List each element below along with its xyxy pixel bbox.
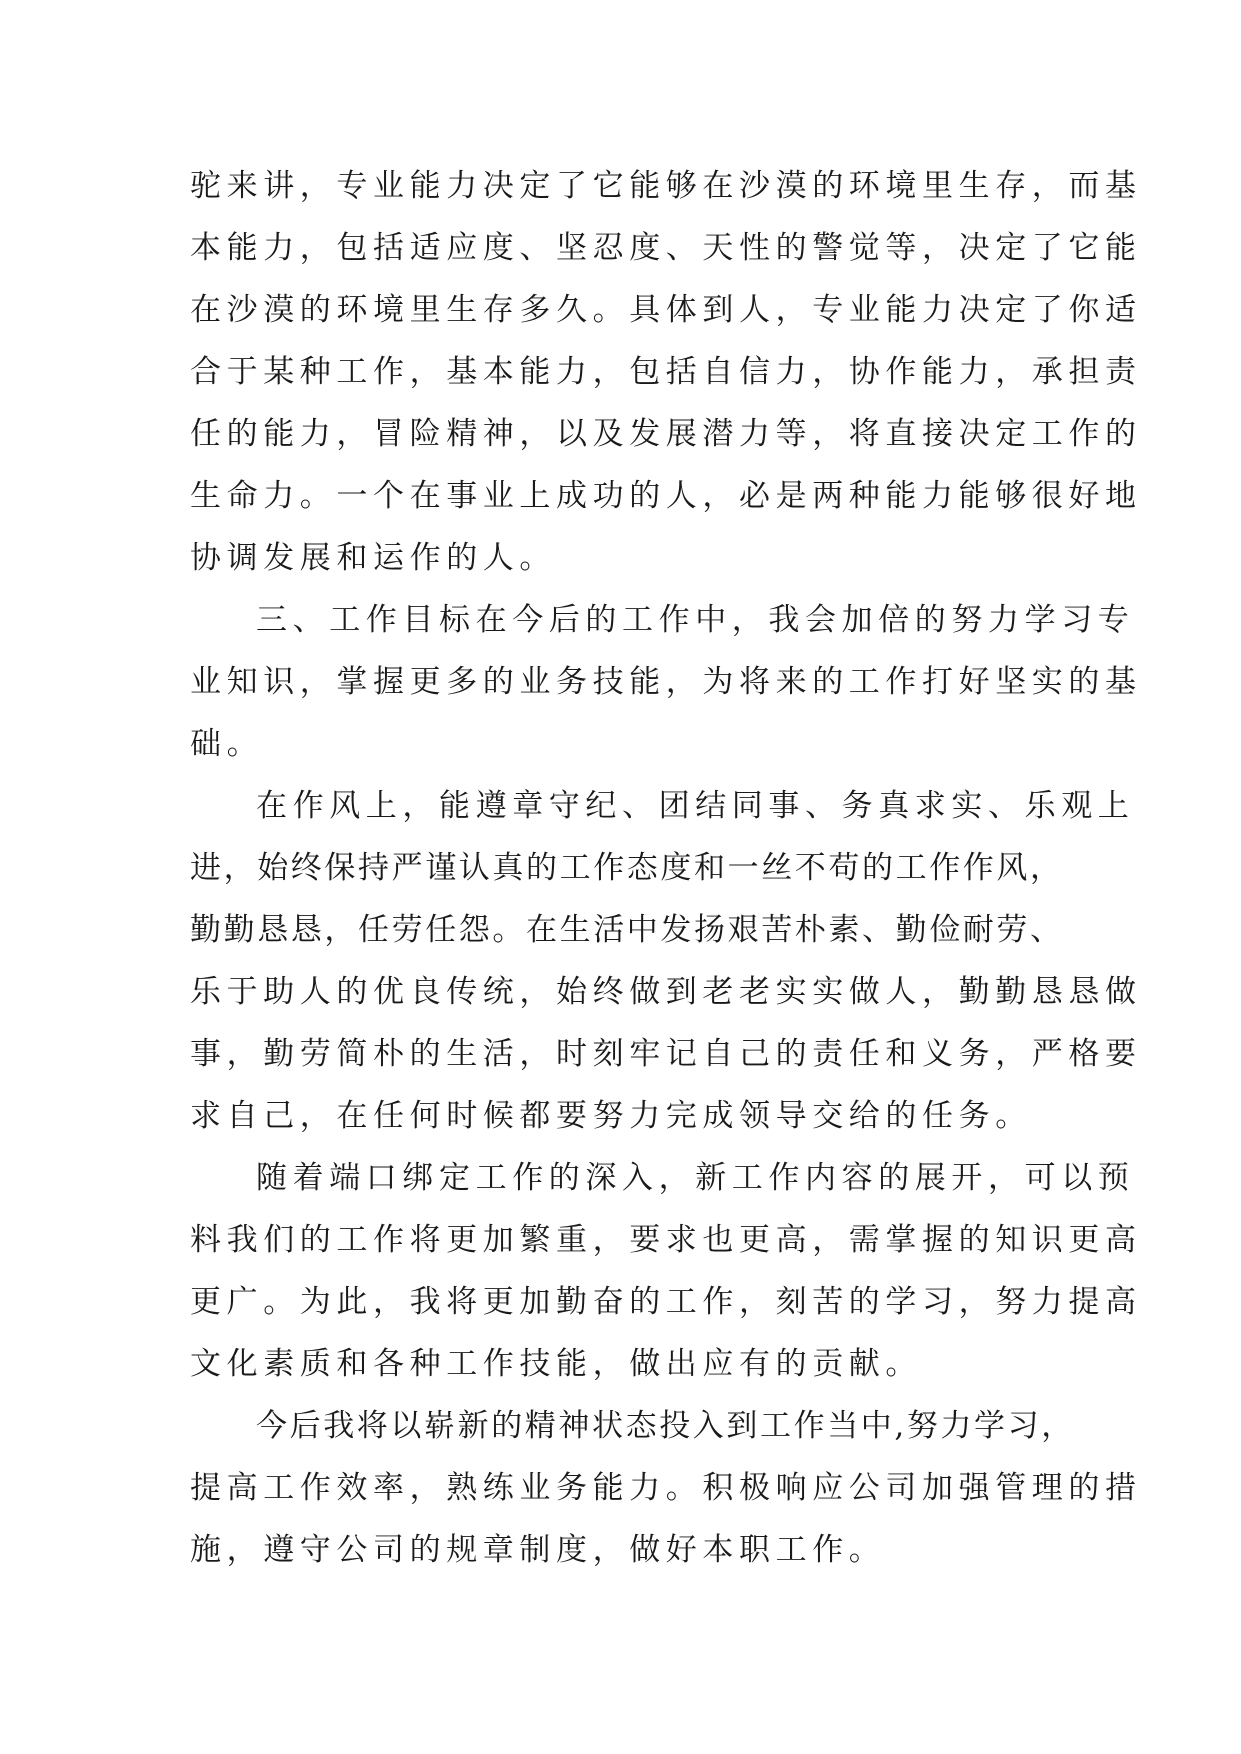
- text-line: 乐于助人的优良传统，始终做到老老实实做人，勤勤恳恳做: [190, 974, 1142, 1010]
- text-line: 生命力。一个在事业上成功的人，必是两种能力能够很好地: [190, 478, 1142, 514]
- text-line: 施，遵守公司的规章制度，做好本职工作。: [190, 1532, 886, 1568]
- text-line: 在作风上，能遵章守纪、团结同事、务真求实、乐观上: [256, 788, 1135, 824]
- document-body: [190, 155, 1142, 1581]
- text-line: 求自己，在任何时候都要努力完成领导交给的任务。: [190, 1098, 1032, 1134]
- text-line: 提高工作效率，熟练业务能力。积极响应公司加强管理的措: [190, 1470, 1142, 1506]
- text-line: 料我们的工作将更加繁重，要求也更高，需掌握的知识更高: [190, 1222, 1142, 1258]
- paragraph-2: [190, 589, 1142, 775]
- paragraph-1: [190, 155, 1142, 589]
- text-line: 驼来讲，专业能力决定了它能够在沙漠的环境里生存，而基: [190, 168, 1142, 204]
- text-line: 三、工作目标在今后的工作中，我会加倍的努力学习专: [256, 602, 1135, 638]
- text-line: 协调发展和运作的人。: [190, 540, 556, 576]
- paragraph-4: [190, 1147, 1142, 1395]
- text-line: 事，勤劳简朴的生活，时刻牢记自己的责任和义务，严格要: [190, 1036, 1142, 1072]
- text-line: 随着端口绑定工作的深入，新工作内容的展开，可以预: [256, 1160, 1135, 1196]
- text-line: 础。: [190, 726, 264, 762]
- text-line: 任的能力，冒险精神，以及发展潜力等，将直接决定工作的: [190, 416, 1142, 452]
- paragraph-3: [190, 775, 1142, 1147]
- text-line: 今后我将以崭新的精神状态投入到工作当中,努力学习，: [256, 1408, 1075, 1444]
- text-line: 文化素质和各种工作技能，做出应有的贡献。: [190, 1346, 922, 1382]
- text-line: 本能力，包括适应度、坚忍度、天性的警觉等，决定了它能: [190, 230, 1142, 266]
- text-line: 更广。为此，我将更加勤奋的工作，刻苦的学习，努力提高: [190, 1284, 1142, 1320]
- text-line: 进，始终保持严谨认真的工作态度和一丝不苟的工作作风，: [190, 850, 1064, 886]
- paragraph-5: [190, 1395, 1142, 1581]
- text-line: 勤勤恳恳，任劳任怨。在生活中发扬艰苦朴素、勤俭耐劳、: [190, 912, 1064, 948]
- text-line: 业知识，掌握更多的业务技能，为将来的工作打好坚实的基: [190, 664, 1142, 700]
- text-line: 在沙漠的环境里生存多久。具体到人，专业能力决定了你适: [190, 292, 1142, 328]
- text-line: 合于某种工作，基本能力，包括自信力，协作能力，承担责: [190, 354, 1142, 390]
